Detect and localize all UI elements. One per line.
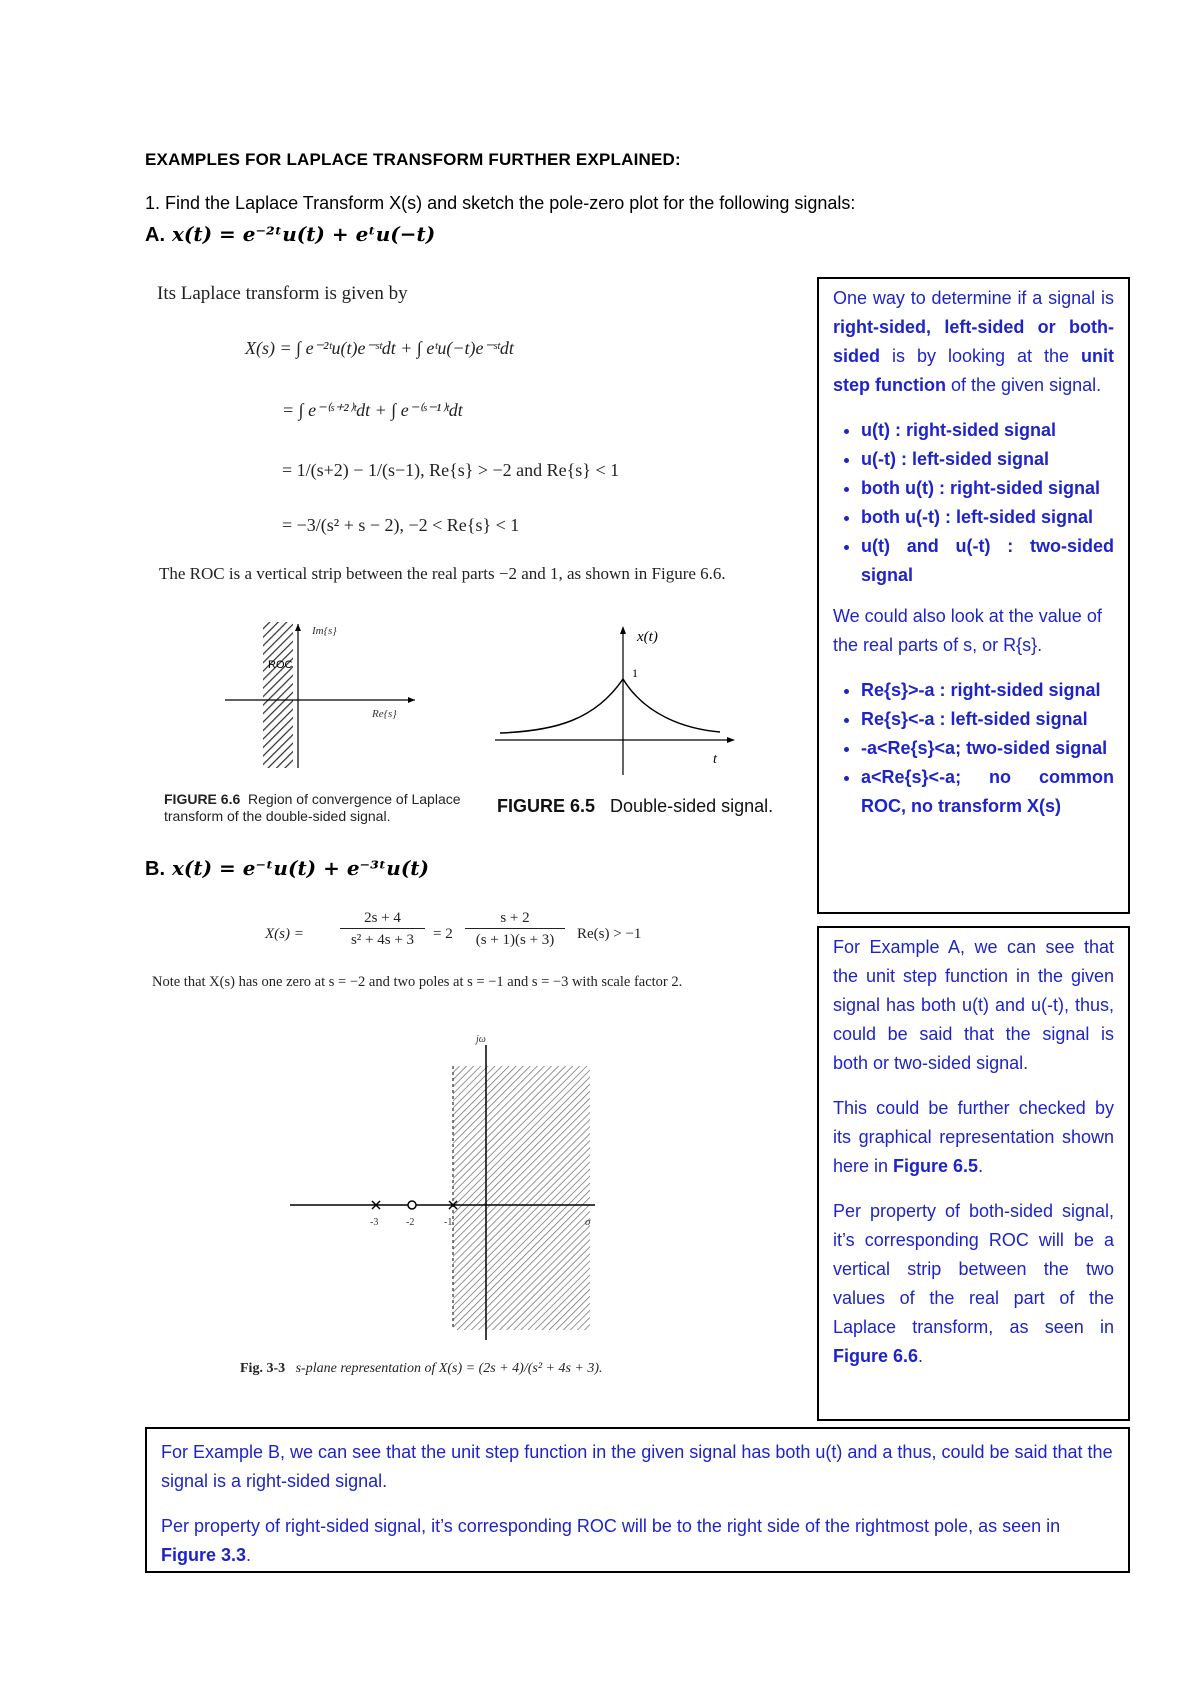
example-a-formula: x(t) = e⁻²ᵗu(t) + eᵗu(−t) (171, 222, 436, 246)
explanation-box-1 (817, 277, 1130, 914)
roc-strip (263, 622, 293, 768)
box2-p3: Per property of both-sided signal, it’s corresponding ROC will be a vertical strip between the two values of the real part of the Laplace transform, as seen in Figure 6.6. (833, 1201, 1114, 1366)
question-text: 1. Find the Laplace Transform X(s) and sketch the pole-zero plot for the following signals: (145, 193, 856, 213)
tick-minus-1: -1 (444, 1217, 453, 1228)
explanation-box-bottom (145, 1427, 1130, 1573)
peak-label: 1 (632, 666, 638, 680)
derivation-line-3: = 1/(s+2) − 1/(s−1), Re{s} > −2 and Re{s} < 1 (282, 460, 620, 480)
box2-p2-text: This could be further checked by its graphical representation shown here in (833, 1098, 1114, 1176)
imag-axis-label: Im{s} (312, 625, 337, 637)
figure-6-5-caption (497, 796, 773, 817)
x-axis-label: x(t) (637, 629, 658, 645)
list-item: • Re{s}>-a : right-sided signal (861, 676, 1114, 705)
list-item: • both u(-t) : left-sided signal (861, 503, 1114, 532)
example-a-equation (145, 222, 435, 247)
box1-intro-part-4: unit step function (833, 346, 1114, 395)
derivation-intro: Its Laplace transform is given by (157, 283, 408, 304)
box2-p3-ref: Figure 6.6 (833, 1346, 919, 1366)
box1-intro-part-5: of the given signal. (946, 375, 1102, 395)
bottom-p2-ref: Figure 3.3 (161, 1545, 247, 1565)
list-item: • u(t) and u(-t) : two-sided signal (861, 532, 1114, 590)
figure-3-3-plot (290, 1030, 610, 1350)
jw-label: jω (476, 1034, 486, 1045)
tick-minus-3: -3 (370, 1217, 379, 1228)
example-b-label: B. (145, 858, 165, 880)
figure-6-6-caption (164, 791, 464, 825)
figure-3-3-caption (240, 1361, 603, 1377)
real-axis-label: Re{s} (372, 708, 397, 720)
signal-curve (500, 679, 720, 733)
roc-region (453, 1066, 590, 1330)
derivation-line-2: = ∫ e⁻⁽ˢ⁺²⁾ᵗdt + ∫ e⁻⁽ˢ⁻¹⁾ᵗdt (282, 400, 463, 420)
list-item: • Re{s}<-a : left-sided signal (861, 705, 1114, 734)
figure-6-5-caption-label: FIGURE 6.5 (497, 796, 596, 816)
list-item: • a<Re{s}<-a; no common ROC, no transform X(s) (861, 763, 1114, 821)
bottom-p1: For Example B, we can see that the unit step function in the given signal has both u(t) and a thus, could be said that the signal is a right-sided signal. (161, 1442, 1113, 1491)
derivation-line-1: X(s) = ∫ e⁻²ᵗu(t)e⁻ˢᵗdt + ∫ eᵗu(−t)e⁻ˢᵗdt (245, 338, 514, 358)
figure-6-6-plot (220, 620, 420, 770)
list-item: • -a<Re{s}<a; two-sided signal (861, 734, 1114, 763)
figure-6-5-caption-text: Double-sided signal. (610, 796, 774, 816)
example-b-transform (265, 910, 785, 960)
t-axis-label: t (713, 752, 717, 767)
roc-note: The ROC is a vertical strip between the real parts −2 and 1, as shown in Figure 6.6. (159, 564, 726, 583)
derivation-line-4: = −3/(s² + s − 2), −2 < Re{s} < 1 (282, 515, 520, 535)
transform-num-1: 2s + 4 (364, 910, 401, 926)
figure-3-3-caption-text: s-plane representation of X(s) = (2s + 4)/(s² + 4s + 3). (295, 1361, 603, 1376)
bottom-p2: Per property of right-sided signal, it’s corresponding ROC will be to the right side of the rightmost pole, as seen in Figure 3.3. (161, 1516, 1061, 1565)
transform-lhs: X(s) = (265, 926, 304, 942)
example-b-equation (145, 856, 429, 881)
transform-num-2: s + 2 (500, 910, 530, 926)
box1-list-step (833, 416, 1114, 590)
box2-p2-ref: Figure 6.5 (893, 1156, 979, 1176)
box2-p1: For Example A, we can see that the unit step function in the given signal has both u(t) and u(-t), thus, could be said that the signal is both or two-sided signal. (833, 937, 1114, 1073)
explanation-box-2 (817, 926, 1130, 1421)
transform-den-1: s² + 4s + 3 (350, 932, 415, 948)
transform-mid: = 2 (433, 926, 453, 942)
page-heading: EXAMPLES FOR LAPLACE TRANSFORM FURTHER EXPLAINED: (145, 150, 681, 169)
list-item: • u(-t) : left-sided signal (861, 445, 1114, 474)
box1-intro (833, 284, 1114, 400)
example-b-formula: x(t) = e⁻ᵗu(t) + e⁻³ᵗu(t) (171, 856, 429, 880)
bottom-p2-text: Per property of right-sided signal, it’s corresponding ROC will be to the right side of the rightmost pole, as seen in (161, 1516, 1061, 1536)
transform-den-2: (s + 1)(s + 3) (475, 932, 555, 948)
list-item: • both u(t) : right-sided signal (861, 474, 1114, 503)
figure-6-6-caption-label: FIGURE 6.6 (164, 791, 241, 807)
figure-6-5-plot (495, 625, 745, 775)
box2-p2: This could be further checked by its graphical representation shown here in Figure 6.5. (833, 1098, 1114, 1176)
box1-mid: We could also look at the value of the real parts of s, or R{s}. (833, 606, 1102, 655)
list-item: • u(t) : right-sided signal (861, 416, 1114, 445)
roc-label: ROC (268, 659, 293, 671)
box1-intro-part-1: One way to determine if a signal is (833, 288, 1114, 308)
sigma-label: σ (585, 1216, 591, 1228)
figure-6-6-caption-text: Region of convergence of Laplace transform of the double-sided signal. (164, 791, 461, 824)
box1-intro-part-2: right-sided, left-sided or both-sided (833, 317, 1114, 366)
figure-3-3-caption-label: Fig. 3-3 (240, 1361, 286, 1376)
box2-p3-text: Per property of both-sided signal, it’s corresponding ROC will be a vertical strip between the two values of the real part of the Laplace transform, as seen in (833, 1201, 1114, 1337)
box1-list-re (833, 676, 1114, 821)
zero-marker-minus-2 (408, 1201, 416, 1209)
tick-minus-2: -2 (406, 1217, 415, 1228)
example-a-label: A. (145, 224, 165, 246)
example-b-note: Note that X(s) has one zero at s = −2 and two poles at s = −1 and s = −3 with scale factor 2. (152, 974, 683, 990)
transform-roc: Re(s) > −1 (577, 926, 642, 942)
box1-intro-part-3: is by looking at the (880, 346, 1081, 366)
